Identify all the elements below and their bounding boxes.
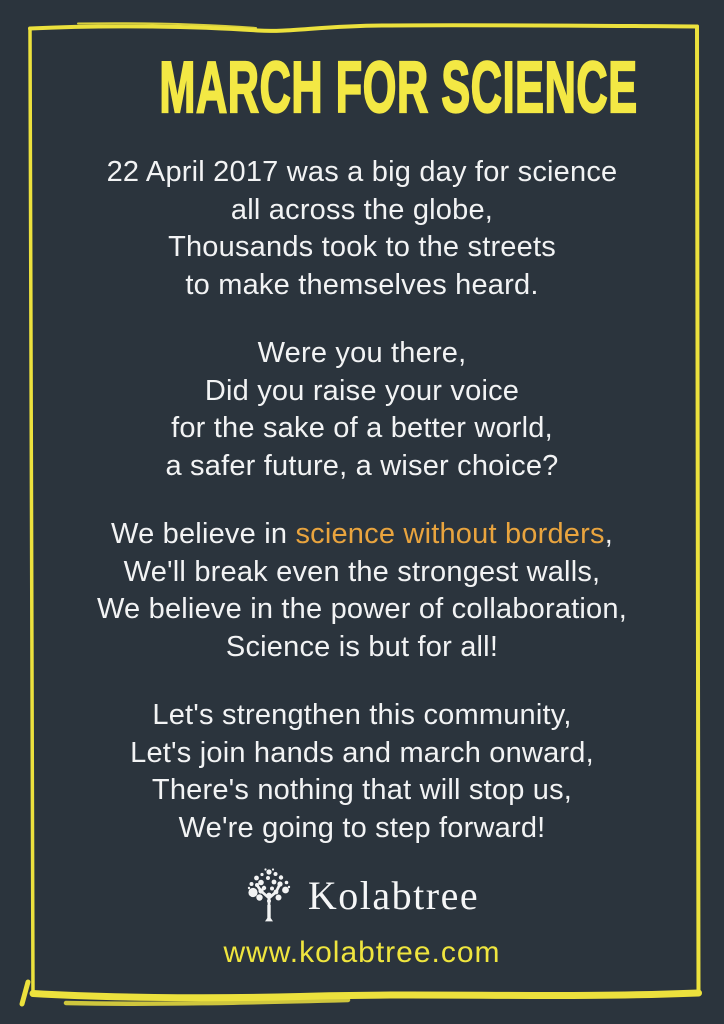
stanza-2 xyxy=(97,335,627,485)
poem-line: There's nothing that will stop us, xyxy=(151,774,573,806)
stanza-3 xyxy=(97,516,627,666)
poem-line: We'll break even the strongest walls, xyxy=(123,555,601,588)
website-url: www.kolabtree.com xyxy=(223,936,501,969)
poem-line: We believe in the power of collaboration, xyxy=(97,593,627,625)
poem-line: 22 April 2017 was a big day for science xyxy=(106,156,618,188)
poem-line: Science is but for all! xyxy=(225,630,499,663)
poem-line: Let's strengthen this community, xyxy=(152,699,572,731)
tree-dots xyxy=(248,868,290,921)
poem-line: for the sake of a better world, xyxy=(171,412,553,444)
poem xyxy=(97,154,627,847)
poem-line: Did you raise your voice xyxy=(204,374,520,407)
stanza-1 xyxy=(97,154,627,304)
poem-line: Were you there, xyxy=(257,337,467,369)
poem-line: a safer future, a wiser choice? xyxy=(165,449,559,482)
poem-line-segment: , xyxy=(604,518,613,550)
highlighted-phrase: science without borders xyxy=(295,518,605,550)
poem-line: We're going to step forward! xyxy=(178,811,546,844)
poem-line: all across the globe, xyxy=(230,193,494,226)
tree-icon xyxy=(245,867,293,924)
poster-title xyxy=(0,50,724,126)
poem-line xyxy=(97,516,627,554)
poem-line: to make themselves heard. xyxy=(185,268,539,301)
brand-name: Kolabtree xyxy=(307,873,480,918)
poster-title-text: MARCH FOR SCIENCE xyxy=(159,48,638,128)
kolabtree-logo xyxy=(245,867,479,924)
poem-line-segment: We believe in xyxy=(111,518,296,550)
stanza-4 xyxy=(97,697,627,847)
poem-line: Let's join hands and march onward, xyxy=(130,736,594,769)
poem-line: Thousands took to the streets xyxy=(168,231,556,263)
